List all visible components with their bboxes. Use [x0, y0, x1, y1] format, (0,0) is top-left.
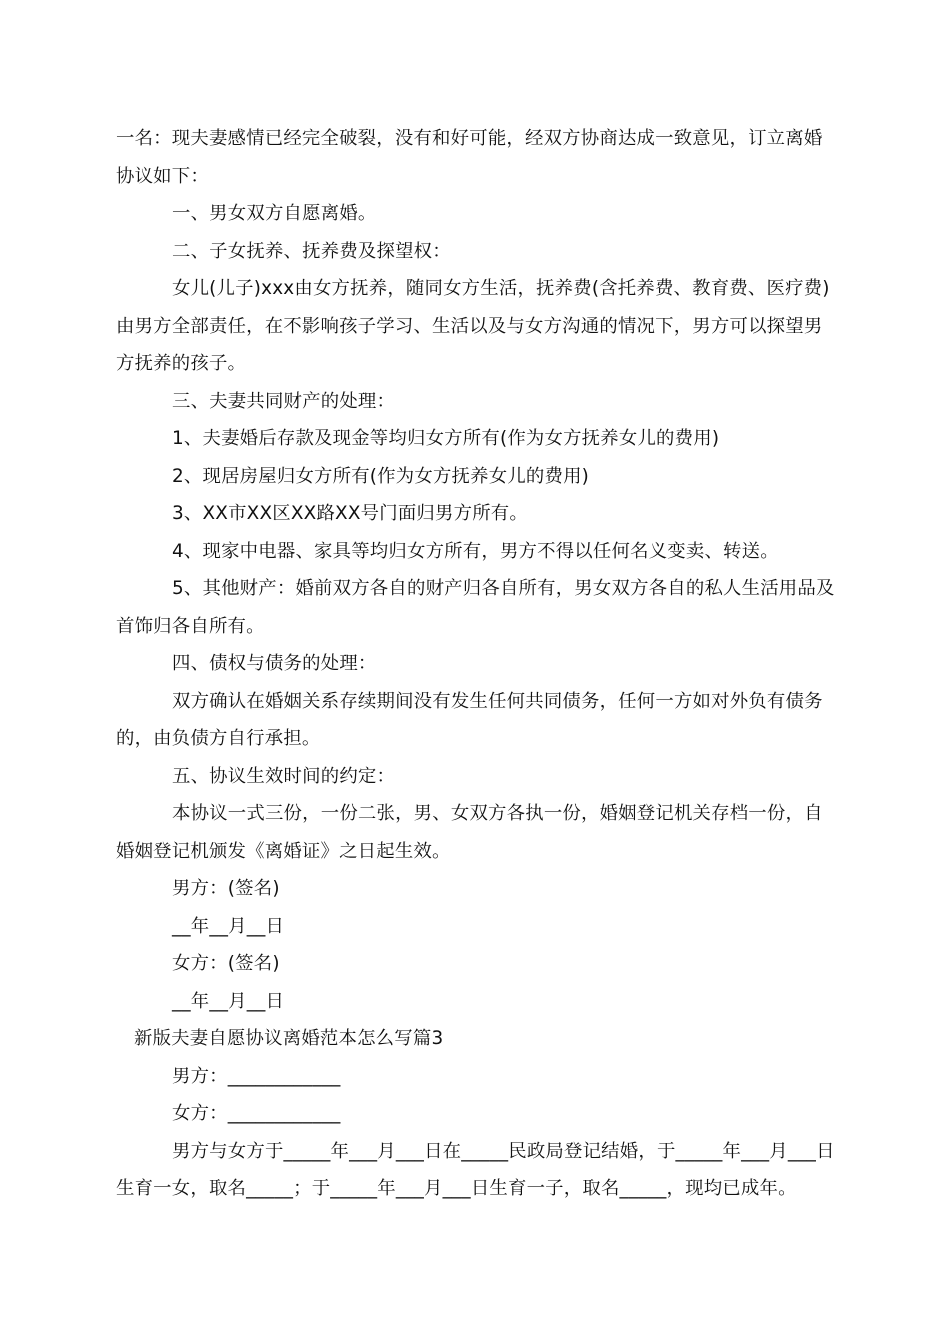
- paragraph: 女方：____________: [172, 1103, 341, 1124]
- paragraph: 4、现家中电器、家具等均归女方所有，男方不得以任何名义变卖、转送。: [172, 540, 779, 562]
- paragraph: 1、夫妻婚后存款及现金等均归女方所有(作为女方抚养女儿的费用): [172, 428, 720, 449]
- paragraph: 男方与女方于_____年___月___日在_____民政局登记结婚，于_____年___月___日生育一女，取名_____；于_____年___月___日生育一子，取名_____，现均已成年。: [116, 1140, 835, 1199]
- paragraph: 一、男女双方自愿离婚。: [172, 203, 377, 224]
- paragraph: 三、夫妻共同财产的处理：: [172, 390, 396, 412]
- paragraph: __年__月__日: [172, 915, 285, 937]
- paragraph: 男方：(签名): [172, 878, 280, 899]
- paragraph: 5、其他财产：婚前双方各自的财产归各自所有，男女双方各自的私人生活用品及首饰归各自所有。: [116, 578, 835, 637]
- paragraph: 一名：现夫妻感情已经完全破裂，没有和好可能，经双方协商达成一致意见，订立离婚协议如下：: [116, 128, 823, 187]
- paragraph: 二、子女抚养、抚养费及探望权：: [172, 240, 451, 262]
- paragraph: 双方确认在婚姻关系存续期间没有发生任何共同债务，任何一方如对外负有债务的，由负债方自行承担。: [116, 690, 823, 749]
- paragraph: 四、债权与债务的处理：: [172, 653, 377, 674]
- section-heading: 新版夫妻自愿协议离婚范本怎么写篇3: [134, 1028, 444, 1049]
- paragraph: 2、现居房屋归女方所有(作为女方抚养女儿的费用): [172, 465, 590, 487]
- paragraph: 五、协议生效时间的约定：: [172, 765, 396, 787]
- document-body: [116, 120, 838, 1208]
- paragraph: 女儿(儿子)xxx由女方抚养，随同女方生活，抚养费(含托养费、教育费、医疗费)由男方全部责任，在不影响孩子学习、生活以及与女方沟通的情况下，男方可以探望男方抚养的孩子。: [116, 278, 830, 374]
- paragraph: __年__月__日: [172, 990, 285, 1012]
- paragraph: 3、XX市XX区XX路XX号门面归男方所有。: [172, 503, 528, 524]
- paragraph: 女方：(签名): [172, 953, 280, 974]
- paragraph: 男方：____________: [172, 1065, 341, 1087]
- paragraph: 本协议一式三份，一份二张，男、女双方各执一份，婚姻登记机关存档一份，自婚姻登记机颁发《离婚证》之日起生效。: [116, 803, 823, 862]
